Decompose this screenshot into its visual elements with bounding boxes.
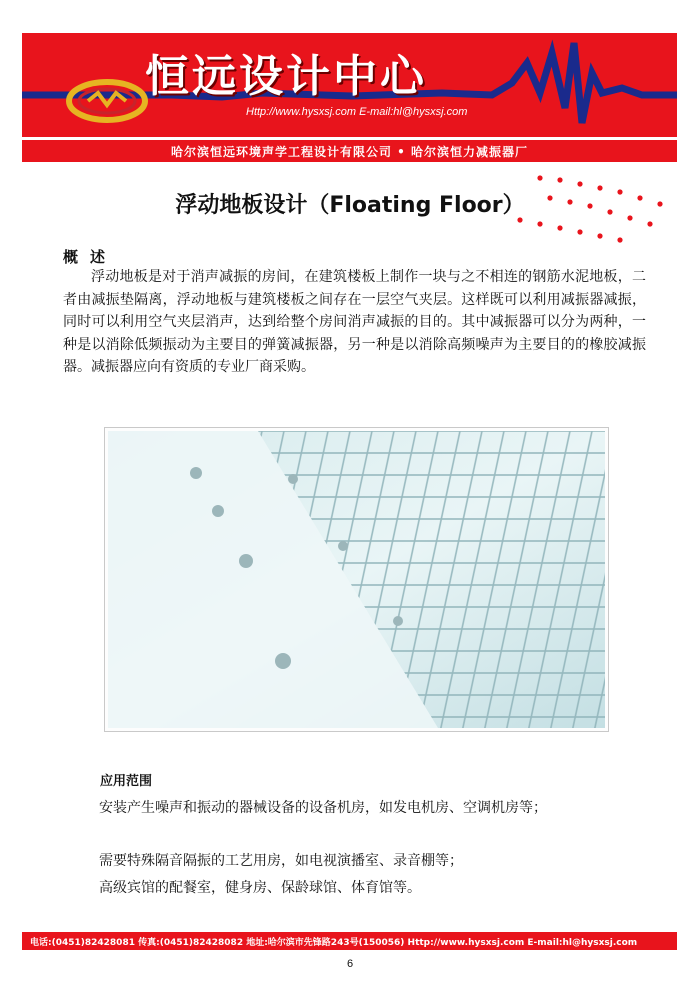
application-item: 安装产生噪声和振动的器械设备的设备机房，如发电机房、空调机房等； xyxy=(99,800,547,816)
application-item: 需要特殊隔音隔振的工艺用房，如电视演播室、录音棚等； xyxy=(99,853,463,869)
overview-heading: 概述 xyxy=(63,248,118,266)
company-logo-icon xyxy=(66,79,148,123)
floating-floor-photo-frame xyxy=(105,428,608,731)
application-item: 高级宾馆的配餐室，健身房、保龄球馆、体育馆等。 xyxy=(99,880,421,896)
footer-contact: 电话:(0451)82428081 传真:(0451)82428082 地址:哈尔滨市先锋路243号(150056) Http://www.hysxsj.com E-mail:hl@hysxsj.com xyxy=(30,938,638,948)
overview-paragraph: 浮动地板是对于消声减振的房间，在建筑楼板上制作一块与之不相连的钢筋水泥地板，二者由减振垫隔离，浮动地板与建筑楼板之间存在一层空气夹层。这样既可以利用减振器减振，同时可以利用空气夹层消声，达到给整个房间消声减振的目的。其中减振器可以分为两种，一种是以消除低频振动为主要目的弹簧减振器，另一种是以消除高频噪声为主要目的的橡胶减振器。减振器应向有资质的专业厂商采购。 xyxy=(63,269,646,376)
brand-title: 恒远设计中心 xyxy=(145,51,427,102)
header-contact: Http://www.hysxsj.com E-mail:hl@hysxsj.com xyxy=(246,106,468,118)
page-title: 浮动地板设计（Floating Floor） xyxy=(175,193,525,218)
application-heading: 应用范围 xyxy=(100,774,153,789)
floating-floor-photo xyxy=(108,431,605,728)
page-number: 6 xyxy=(346,958,354,970)
company-line: 哈尔滨恒远环境声学工程设计有限公司 • 哈尔滨恒力减振器厂 xyxy=(170,145,529,159)
